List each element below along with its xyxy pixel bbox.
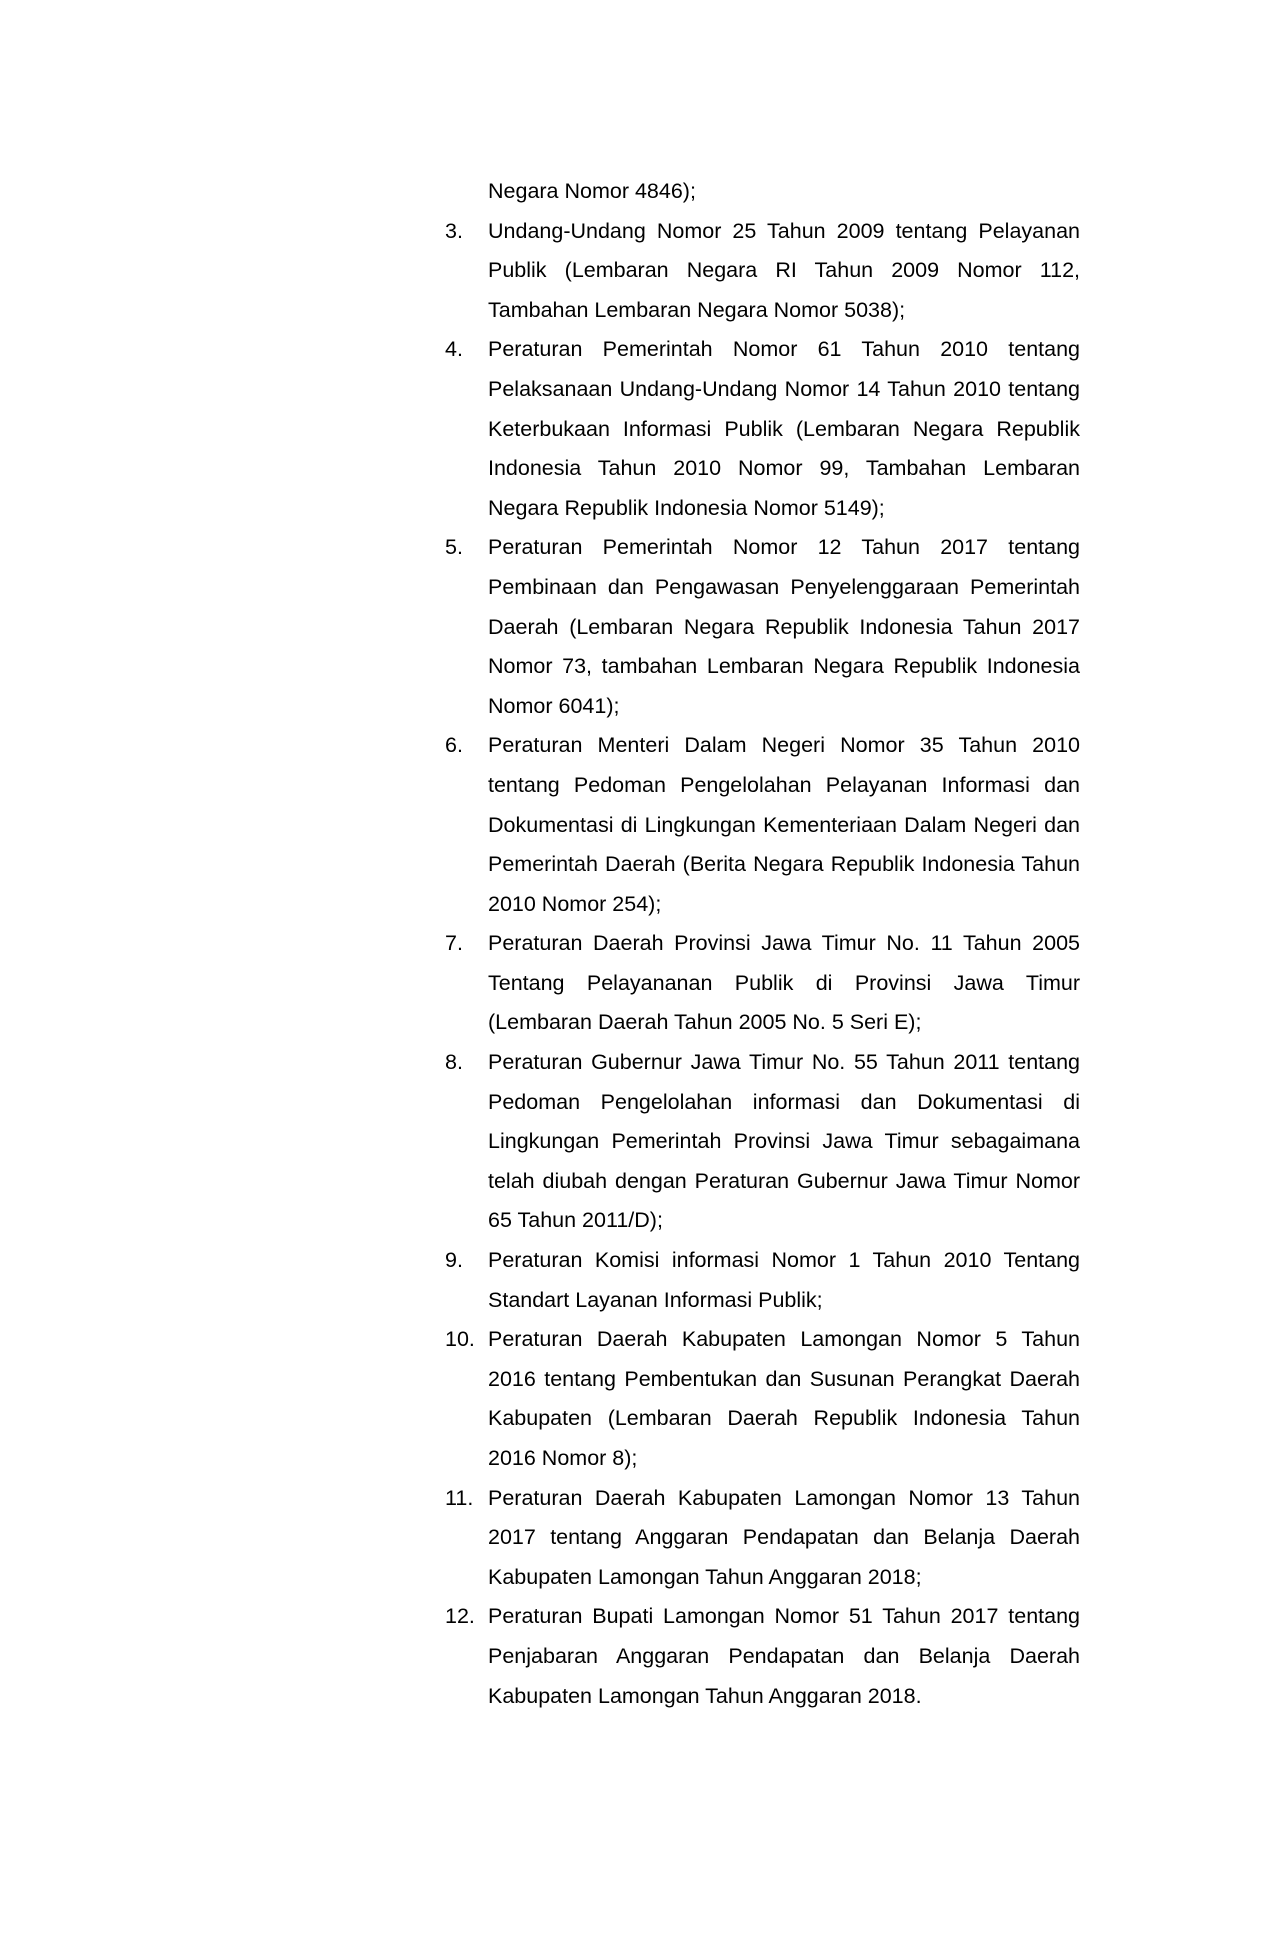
list-item-text: Peraturan Daerah Provinsi Jawa Timur No. 11 Tahun 2005 Tentang Pelayananan Publik di Provinsi Jawa Timur (Lembaran Daerah Tahun 2005 No. 5 Seri E); (488, 931, 1080, 1035)
list-item-number: 4. (445, 337, 463, 362)
list-item-number: 3. (445, 218, 463, 243)
list-item-number: 5. (445, 535, 463, 560)
list-item (445, 1241, 1080, 1320)
list-item-number: 12. (445, 1604, 475, 1629)
list-item-text: Peraturan Daerah Kabupaten Lamongan Nomor 13 Tahun 2017 tentang Anggaran Pendapatan dan Belanja Daerah Kabupaten Lamongan Tahun Anggaran 2018; (488, 1485, 1080, 1589)
list-item (445, 212, 1080, 331)
list-item (445, 726, 1080, 924)
list-item-text: Peraturan Bupati Lamongan Nomor 51 Tahun 2017 tentang Penjabaran Anggaran Pendapatan dan Belanja Daerah Kabupaten Lamongan Tahun Anggaran 2018. (488, 1604, 1080, 1708)
list-item-number: 11. (445, 1485, 474, 1510)
list-item-text: Peraturan Komisi informasi Nomor 1 Tahun 2010 Tentang Standart Layanan Informasi Publik; (488, 1248, 1080, 1312)
list-item-number: 6. (445, 733, 463, 758)
list-item (445, 1320, 1080, 1478)
list-item (445, 924, 1080, 1043)
list-item-text: Peraturan Gubernur Jawa Timur No. 55 Tahun 2011 tentang Pedoman Pengelolahan informasi dan Dokumentasi di Lingkungan Pemerintah Provinsi Jawa Timur sebagaimana telah diubah dengan Peraturan Gubernur Jawa Timur Nomor 65 Tahun 2011/D); (488, 1050, 1080, 1233)
list-item (445, 1479, 1080, 1598)
list-item-number: 8. (445, 1050, 463, 1075)
list-item-number: 9. (445, 1248, 463, 1273)
list-item-text: Peraturan Pemerintah Nomor 61 Tahun 2010 tentang Pelaksanaan Undang-Undang Nomor 14 Tahun 2010 tentang Keterbukaan Informasi Publik (Lembaran Negara Republik Indonesia Tahun 2010 Nomor 99, Tambahan Lembaran Negara Republik Indonesia Nomor 5149); (488, 337, 1080, 520)
list-item-text: Undang-Undang Nomor 25 Tahun 2009 tentang Pelayanan Publik (Lembaran Negara RI Tahun 2009 Nomor 112, Tambahan Lembaran Negara Nomor 5038); (488, 218, 1080, 322)
list-item-number: 10. (445, 1327, 475, 1352)
list-item (445, 1597, 1080, 1716)
list-item (445, 528, 1080, 726)
list-item-text: Peraturan Daerah Kabupaten Lamongan Nomor 5 Tahun 2016 tentang Pembentukan dan Susunan Perangkat Daerah Kabupaten (Lembaran Daerah Republik Indonesia Tahun 2016 Nomor 8); (488, 1327, 1080, 1470)
legal-basis-list (445, 172, 1080, 1716)
list-item (445, 1043, 1080, 1241)
list-item (445, 330, 1080, 528)
list-item-continuation: Negara Nomor 4846); (488, 179, 696, 203)
list-item-text: Peraturan Menteri Dalam Negeri Nomor 35 Tahun 2010 tentang Pedoman Pengelolahan Pelayanan Informasi dan Dokumentasi di Lingkungan Kementeriaan Dalam Negeri dan Pemerintah Daerah (Berita Negara Republik Indonesia Tahun 2010 Nomor 254); (488, 733, 1080, 916)
list-item-number: 7. (445, 931, 463, 956)
list-item-text: Peraturan Pemerintah Nomor 12 Tahun 2017 tentang Pembinaan dan Pengawasan Penyelenggaraan Pemerintah Daerah (Lembaran Negara Republik Indonesia Tahun 2017 Nomor 73, tambahan Lembaran Negara Republik Indonesia Nomor 6041); (488, 535, 1080, 718)
